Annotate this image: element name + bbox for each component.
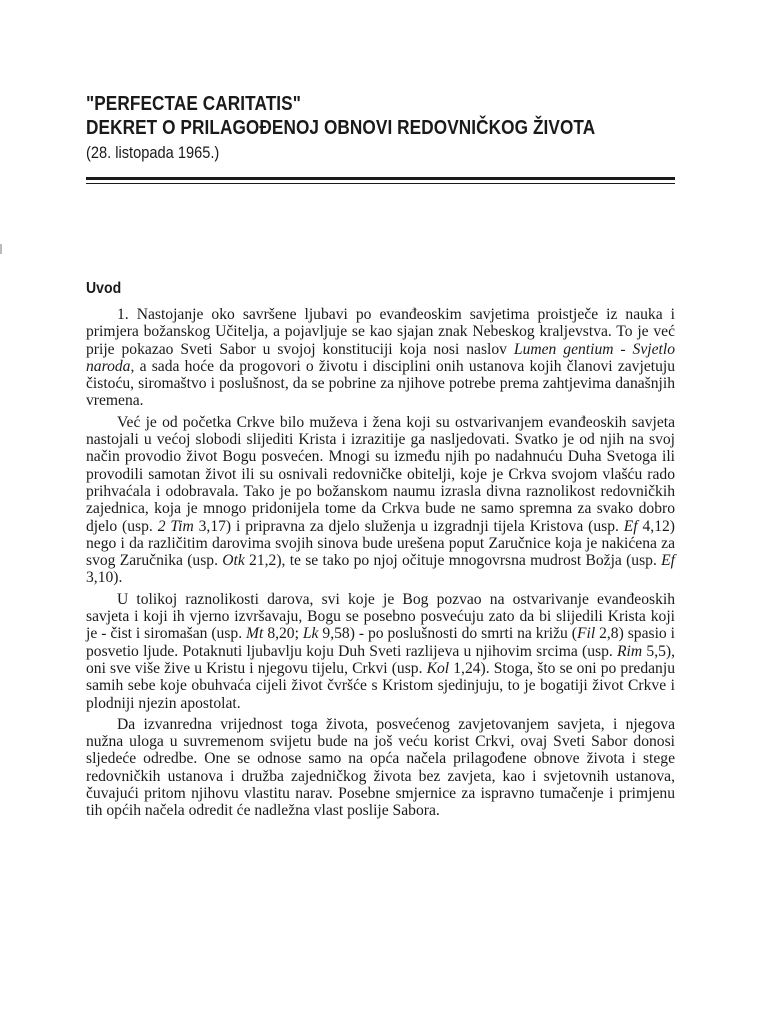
- text-run: 3,17) i pripravna za djelo služenja u izgradnji tijela Kristova (usp.: [193, 517, 624, 535]
- text-run: Da izvanredna vrijednost toga života, posvećenog zavjetovanjem savjeta, i njegova nužna uloga u suvremenom svijetu bude na još veću korist Crkvi, ovaj Sveti Sabor donosi sljedeće odredbe. One se odnose samo na opća načela prilagođene obnove života i stege redovničkih ustanova i družba zajedničkog života bez zavjeta, kao i svjetovnih ustanova, čuvajući pritom njihovu vlastitu narav. Posebne smjernice za ispravno tumačenje i primjenu tih općih načela odredit će nadležna vlast poslije Sabora.: [86, 715, 675, 820]
- section-heading: Uvod: [86, 280, 122, 297]
- citation-italic: 2 Tim: [157, 517, 194, 535]
- text-run: 3,10).: [86, 569, 123, 587]
- text-run: 2,8) spasio i posvetio ljude. Potaknuti ljubavlju koju Duh Sveti razlijeva u njihovim srcima (usp.: [86, 625, 675, 660]
- text-run: Već je od početka Crkve bilo muževa i žena koji su ostvarivanjem evanđeoskih savjeta nastojali u većoj slobodi slijediti Krista i izrazitije ga nasljedovati. Svatko je od njih na svoj način provodio život Bogu posvećen. Mnogi su između njih po nadahnuću Duha Svetoga ili provodili samotan život ili su osnivali redovničke obitelji, koje je Crkva svojom vlašću rado prihvaćala i odobravala. Tako je po božanskom naumu izrasla divna raznolikost redovničkih zajednica, koja je mnogo pridonijela tome da Crkva bude ne samo spremna za svako dobro djelo (usp.: [86, 413, 675, 535]
- text-run: 8,20;: [263, 625, 303, 643]
- citation-italic: Fil: [576, 625, 596, 643]
- citation-italic: Rim: [617, 642, 643, 660]
- text-run: 1,24). Stoga, što se oni po predanju samih sebe koje obuhvaća cijeli život čvršće s Kristom sjedinjuju, to je bogatiji život Crkve i plodniji njezin apostolat.: [86, 659, 675, 712]
- text-run: 1. Nastojanje oko savršene ljubavi po evanđeoskim savjetima proistječe iz nauka i primjera božanskog Učitelja, a pojavljuje se kao sjajan znak Nebeskog kraljevstva. To je već prije pokazao Sveti Sabor u svojoj konstituciji koja nosi naslov: [86, 306, 675, 358]
- scan-edge-mark: [0, 244, 2, 254]
- citation-italic: Otk: [222, 552, 245, 570]
- citation-italic: Lk: [302, 625, 319, 643]
- paragraph-2: [86, 414, 675, 587]
- citation-italic: Kol: [426, 659, 450, 677]
- text-run: 5,5), oni sve više žive u Kristu i njegovu tijelu, Crkvi (usp.: [86, 642, 676, 677]
- citation-italic: Lumen gentium - Svjetlo naroda: [86, 340, 675, 375]
- text-run: 4,12) nego i da različitim darovima svojih sinova bude urešena poput Zaručnice koja je nakićena za svog Zaručnika (usp.: [86, 517, 675, 570]
- document-title-line-1: "PERFECTAE CARITATIS": [86, 93, 301, 115]
- paragraph-1: [86, 306, 675, 410]
- citation-italic: Ef: [623, 517, 638, 535]
- text-run: , a sada hoće da progovori o životu i disciplini onih ustanova kojih članovi zavjetuju čistoću, siromaštvo i poslušnost, da se pobrine za njihove potrebe prema zahtjevima današnjih vremena.: [86, 357, 675, 410]
- body-text: [86, 306, 675, 824]
- header-rule-thick: [86, 177, 675, 180]
- paragraph-4: [86, 716, 675, 820]
- document-header: [86, 92, 686, 164]
- document-title-line-2: DEKRET O PRILAGOĐENOJ OBNOVI REDOVNIČKOG ŽIVOTA: [86, 117, 596, 139]
- citation-italic: Mt: [246, 625, 264, 643]
- paragraph-3: [86, 591, 675, 712]
- citation-italic: Ef: [661, 552, 675, 570]
- text-run: 21,2), te se tako po njoj očituje mnogovrsna mudrost Božja (usp.: [244, 552, 662, 570]
- header-rule-thin: [86, 183, 675, 184]
- text-run: 9,58) - po poslušnosti do smrti na križu (: [318, 625, 577, 643]
- text-run: U tolikoj raznolikosti darova, svi koje je Bog pozvao na ostvarivanje evanđeoskih savjeta i koji ih vjerno izvršavaju, Bogu se posebno posvećuju zato da bi slijedili Krista koji je - čist i siromašan (usp.: [86, 590, 675, 643]
- document-date: (28. listopada 1965.): [86, 143, 220, 162]
